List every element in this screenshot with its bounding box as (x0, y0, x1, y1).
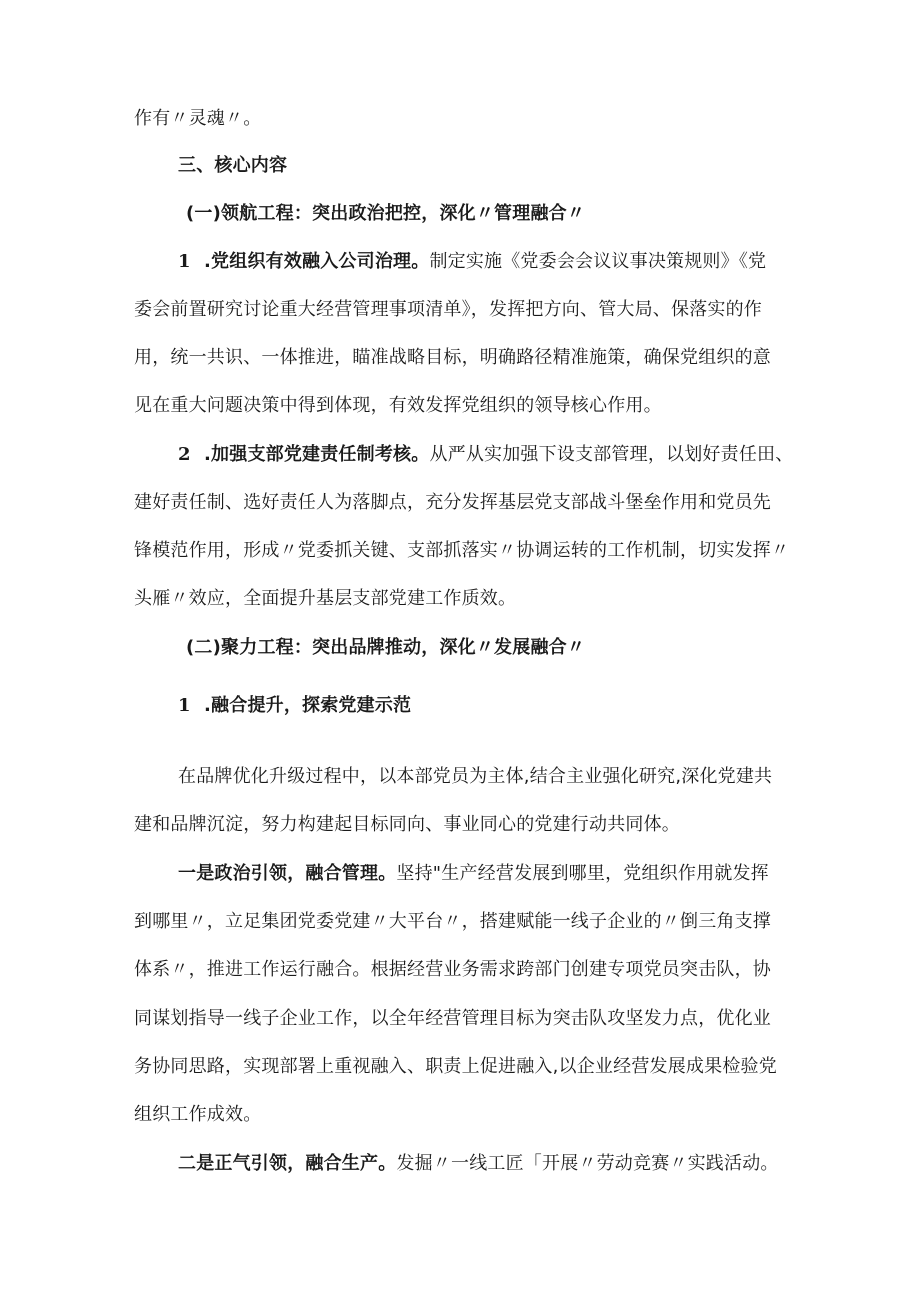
paragraph-line: 体系〃，推进工作运行融合。根据经营业务需求跨部门创建专项党员突击队，协 (134, 959, 771, 980)
paragraph-line: 到哪里〃，立足集团党委党建〃大平台〃，搭建赋能一线子企业的〃倒三角支撑 (134, 911, 771, 932)
paragraph-line: 同谋划指导一线子企业工作，以全年经营管理目标为突击队攻坚发力点，优化业 (134, 1008, 771, 1029)
subsection-heading: (二)聚力工程：突出品牌推动，深化〃发展融合〃 (186, 637, 586, 658)
subsection-heading: (一)领航工程：突出政治把控，深化〃管理融合〃 (186, 203, 586, 224)
paragraph-line: 1 .党组织有效融入公司治理。制定实施《党委会会议议事决策规则》《党 (178, 251, 767, 272)
paragraph-line: 二是正气引领，融合生产。发掘〃一线工匠「开展〃劳动竞赛〃实践活动。 (178, 1153, 779, 1174)
item-heading: 1 .融合提升，探索党建示范 (178, 695, 412, 716)
paragraph-line: 用，统一共识、一体推进，瞄准战略目标，明确路径精准施策，确保党组织的意 (134, 347, 771, 368)
section-heading: 三、核心内容 (178, 155, 288, 176)
paragraph-line: 委会前置研究讨论重大经营管理事项清单》，发挥把方向、管大局、保落实的作 (134, 299, 762, 320)
paragraph-line: 2 .加强支部党建责任制考核。从严从实加强下设支部管理，以划好责任田、 (178, 444, 794, 465)
paragraph-line: 见在重大问题决策中得到体现，有效发挥党组织的领导核心作用。 (134, 395, 662, 416)
paragraph-line: 锋模范作用，形成〃党委抓关键、支部抓落实〃协调运转的工作机制，切实发挥〃 (134, 540, 790, 561)
paragraph-line: 组织工作成效。 (134, 1104, 262, 1125)
paragraph-line: 一是政治引领，融合管理。坚持"生产经营发展到哪里，党组织作用就发挥 (178, 863, 769, 884)
paragraph-line: 建好责任制、选好责任人为落脚点，充分发挥基层党支部战斗堡垒作用和党员先 (134, 492, 771, 513)
paragraph-line: 作有〃灵魂〃。 (134, 108, 262, 129)
paragraph-line: 务协同思路，实现部署上重视融入、职责上促进融入,以企业经营发展成果检验党 (134, 1056, 777, 1077)
paragraph-line: 头雁〃效应，全面提升基层支部党建工作质效。 (134, 588, 517, 609)
paragraph-line: 建和品牌沉淀，努力构建起目标同向、事业同心的党建行动共同体。 (134, 814, 680, 835)
paragraph-line: 在品牌优化升级过程中，以本部党员为主体,结合主业强化研究,深化党建共 (178, 766, 773, 787)
